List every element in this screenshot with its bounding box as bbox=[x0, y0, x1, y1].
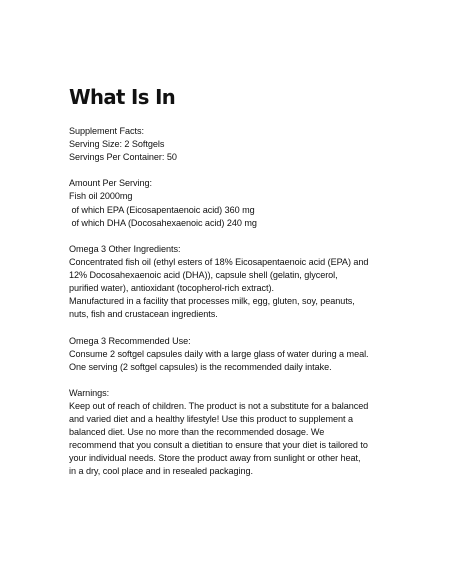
recommended-use-line: One serving (2 softgel capsules) is the recommended daily intake. bbox=[69, 361, 332, 372]
dha-amount: of which DHA (Docosahexaenoic acid) 240 mg bbox=[69, 217, 257, 228]
warnings-heading: Warnings: bbox=[69, 387, 110, 398]
page-title: What Is In bbox=[69, 85, 176, 109]
warnings-line: Keep out of reach of children. The product is not a substitute for a balanced bbox=[69, 400, 369, 411]
warnings-line: and varied diet and a healthy lifestyle! Use this product to supplement a bbox=[69, 414, 353, 425]
other-ingredients-section bbox=[69, 243, 375, 322]
recommended-use-heading: Omega 3 Recommended Use: bbox=[69, 335, 191, 346]
supplement-facts-heading: Supplement Facts: bbox=[69, 126, 144, 136]
warnings-section bbox=[69, 387, 375, 479]
epa-amount: of which EPA (Eicosapentaenoic acid) 360 mg bbox=[69, 204, 255, 215]
other-ingredients-line: 12% Docosahexaenoic acid (DHA)), capsule shell (gelatin, glycerol, bbox=[69, 270, 338, 281]
other-ingredients-heading: Omega 3 Other Ingredients: bbox=[69, 243, 181, 254]
recommended-use-section bbox=[69, 335, 375, 374]
warnings-line: your individual needs. Store the product away from sunlight or other heat, bbox=[69, 453, 361, 464]
allergen-statement-line: Manufactured in a facility that processes milk, egg, gluten, soy, peanuts, bbox=[69, 296, 355, 307]
warnings-line: balanced diet. Use no more than the recommended dosage. We bbox=[69, 427, 325, 438]
warnings-line: recommend that you consult a dietitian to ensure that your diet is tailored to bbox=[69, 440, 368, 451]
amount-per-serving-heading: Amount Per Serving: bbox=[69, 178, 152, 189]
servings-per-container: Servings Per Container: 50 bbox=[69, 152, 177, 163]
warnings-line: in a dry, cool place and in resealed packaging. bbox=[69, 466, 254, 477]
fish-oil-amount: Fish oil 2000mg bbox=[69, 191, 133, 202]
other-ingredients-line: Concentrated fish oil (ethyl esters of 18% Eicosapentaenoic acid (EPA) and bbox=[69, 256, 369, 267]
supplement-facts-section bbox=[69, 125, 375, 164]
serving-size: Serving Size: 2 Softgels bbox=[69, 139, 165, 150]
amount-per-serving-section bbox=[69, 177, 375, 229]
other-ingredients-line: purified water), antioxidant (tocopherol-rich extract). bbox=[69, 283, 274, 294]
allergen-statement-line: nuts, fish and crustacean ingredients. bbox=[69, 309, 218, 320]
recommended-use-line: Consume 2 softgel capsules daily with a large glass of water during a meal. bbox=[69, 348, 369, 359]
product-details bbox=[69, 125, 375, 492]
